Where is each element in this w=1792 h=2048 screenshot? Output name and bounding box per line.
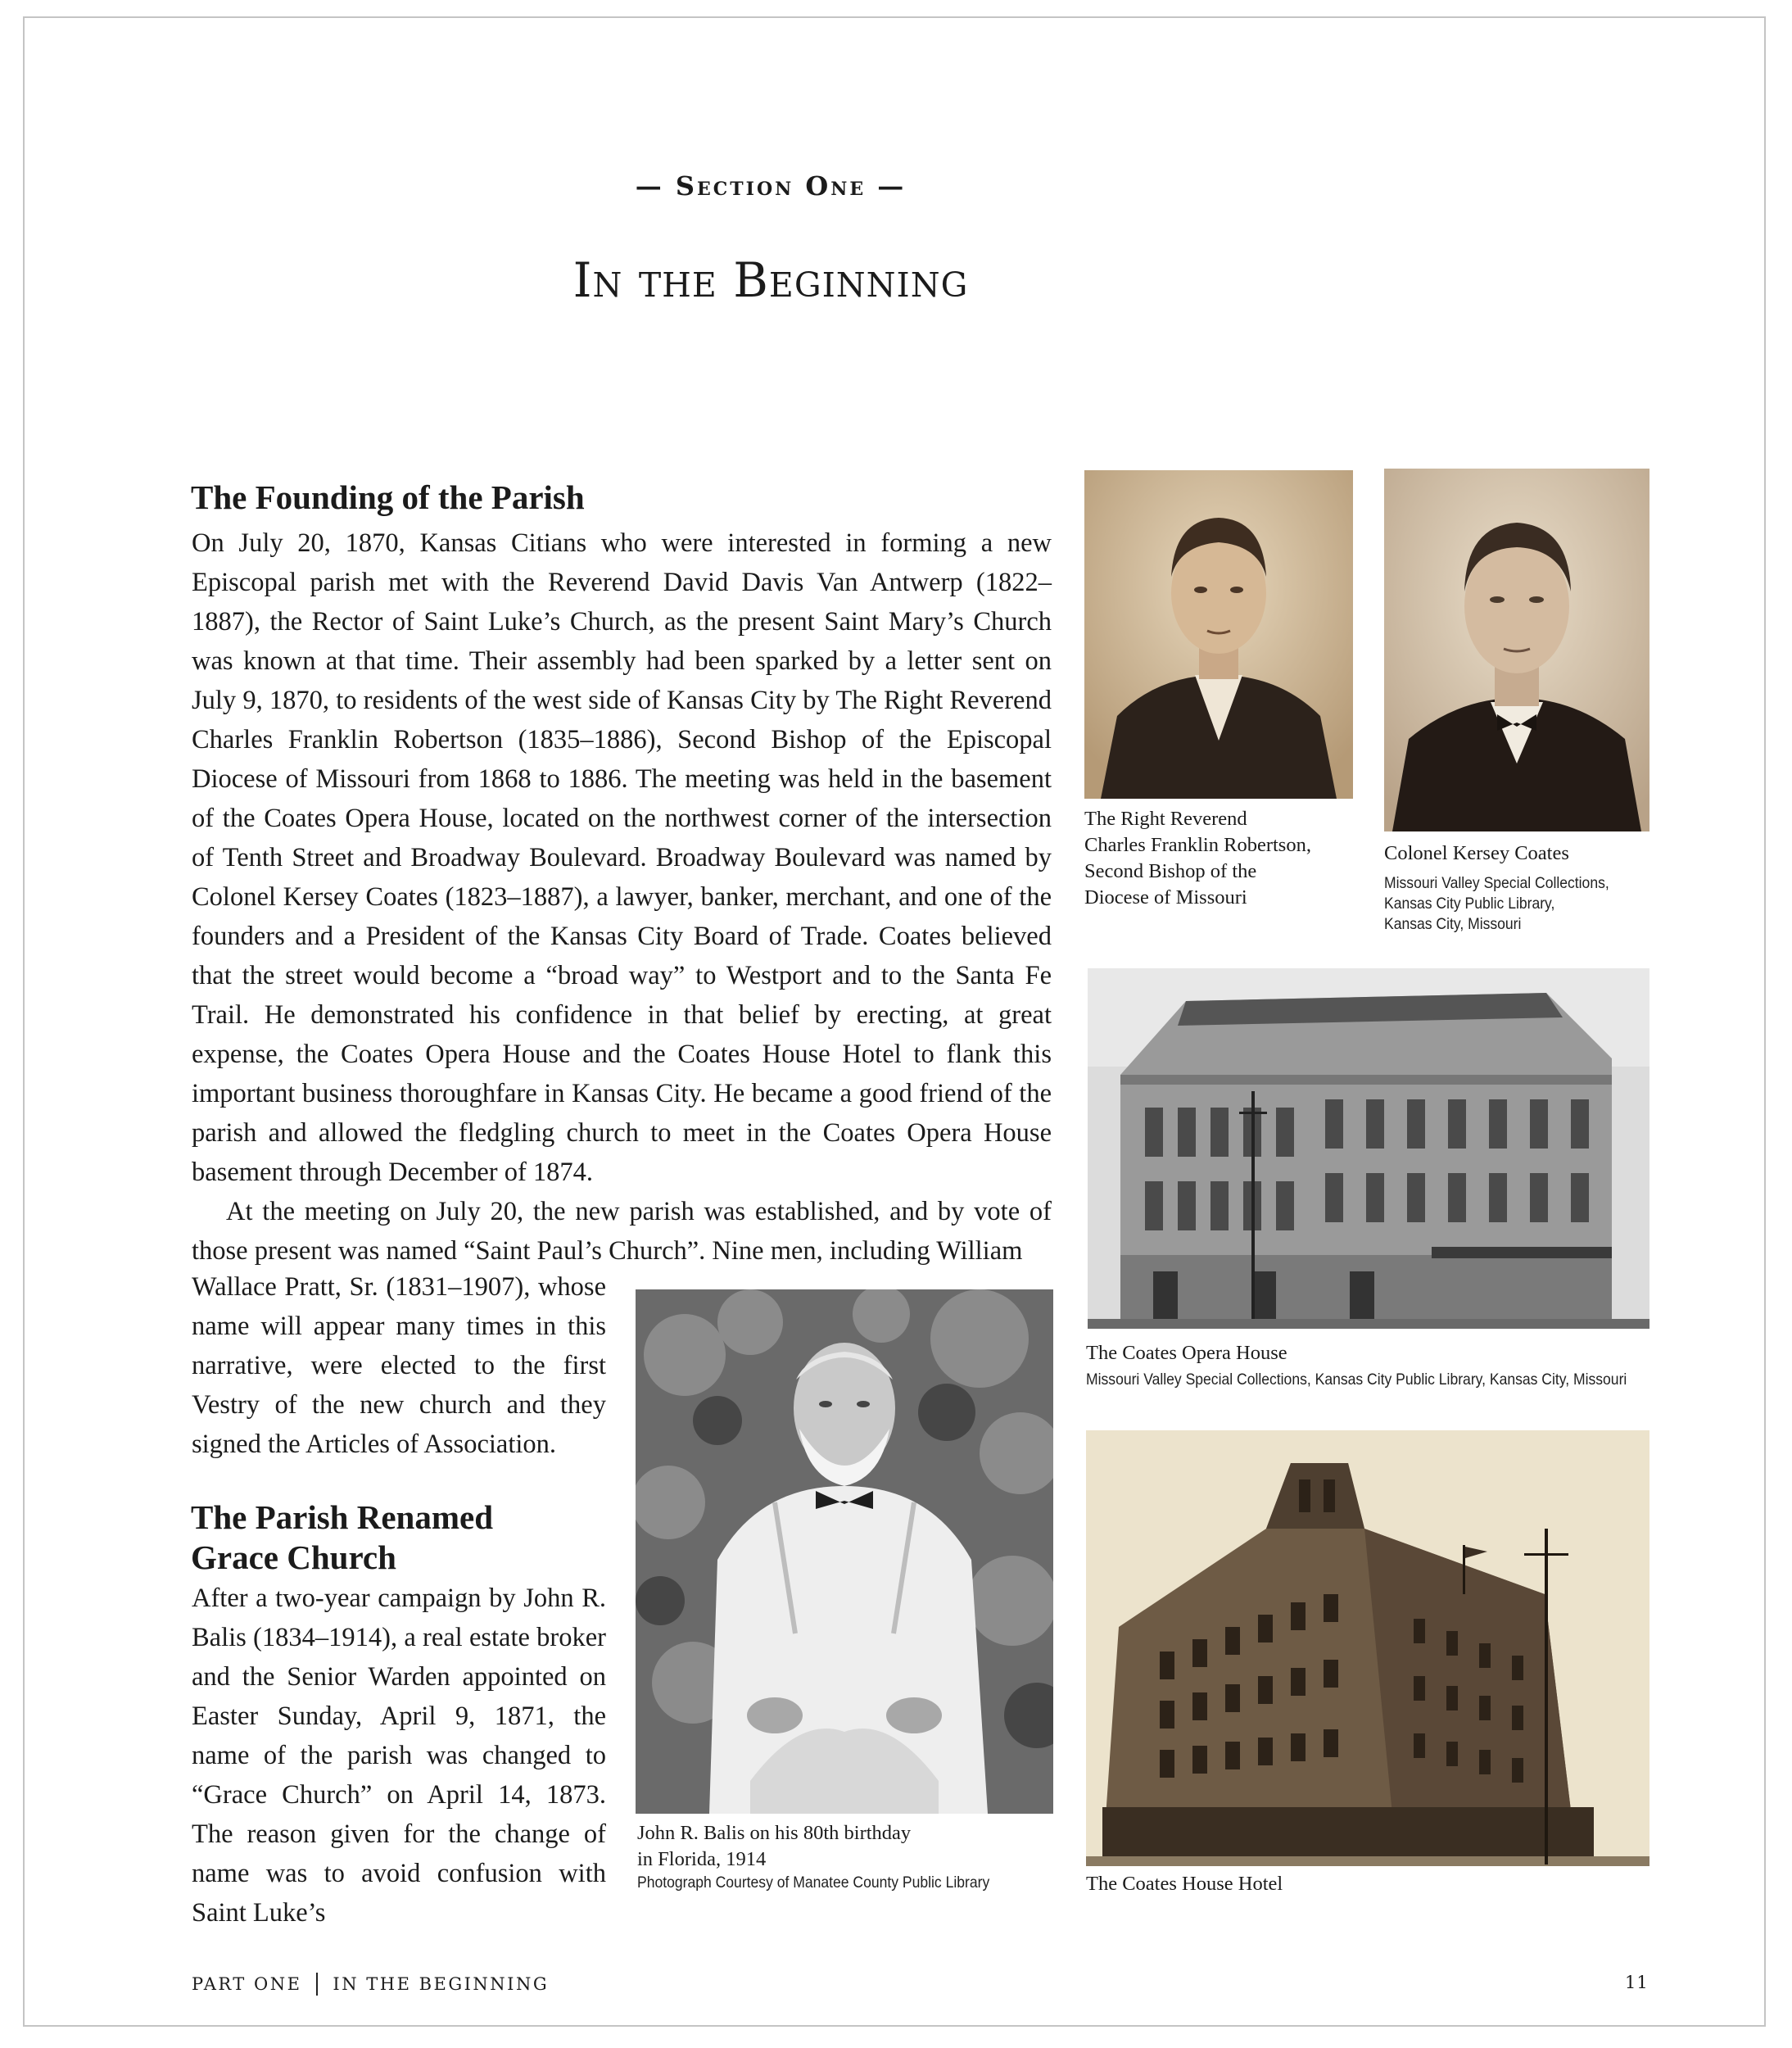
body-text-founding	[192, 523, 1052, 1271]
running-footer	[192, 1973, 549, 1996]
caption-line: Diocese of Missouri	[1084, 886, 1247, 908]
photo-coates-house-hotel	[1086, 1430, 1649, 1866]
caption-balis-credit: Photograph Courtesy of Manatee County Public Library	[637, 1874, 990, 1892]
body-text-renamed	[192, 1579, 606, 1932]
caption-coates-title: Colonel Kersey Coates	[1384, 842, 1569, 864]
heading-line-2: Grace Church	[191, 1538, 396, 1576]
heading-parish-renamed	[191, 1497, 617, 1578]
caption-line: The Right Reverend	[1084, 808, 1247, 830]
footer-divider	[316, 1973, 318, 1996]
photo-coates-portrait	[1384, 469, 1649, 831]
footer-title: IN THE BEGINNING	[333, 1974, 550, 1994]
caption-hotel-title: The Coates House Hotel	[1086, 1873, 1283, 1895]
footer-part: PART ONE	[192, 1974, 302, 1994]
paragraph-meeting: At the meeting on July 20, the new parish was established, and by vote of those present was named “Saint Paul’s Church”. Nine men, including William	[192, 1197, 1052, 1266]
chapter-title: In the Beginning	[572, 252, 969, 308]
credit-line: Kansas City, Missouri	[1384, 915, 1522, 933]
page	[23, 16, 1766, 2027]
paragraph-vestry: Wallace Pratt, Sr. (1831–1907), whose name will appear many times in this narrative, were elected to the first Vestry of the new church and they signed the Articles of Association.	[192, 1272, 606, 1459]
caption-robertson	[1084, 806, 1363, 911]
photo-robertson-portrait	[1084, 470, 1353, 799]
credit-line: Kansas City Public Library,	[1384, 895, 1555, 913]
photo-coates-opera-house	[1088, 968, 1649, 1329]
caption-opera-title: The Coates Opera House	[1086, 1342, 1287, 1364]
body-text-vestry	[192, 1267, 606, 1464]
credit-line: Missouri Valley Special Collections,	[1384, 874, 1609, 892]
paragraph-renamed: After a two-year campaign by John R. Balis (1834–1914), a real estate broker and the Senior Warden appointed on Easter Sunday, April 9, 1871, the name of the parish was changed to “Grace Church” on April 14, 1873. The reason given for the change of name was to avoid confusion with Saint Luke’s	[192, 1584, 606, 1928]
caption-coates-credit	[1384, 873, 1609, 935]
caption-opera-credit: Missouri Valley Special Collections, Kansas City Public Library, Kansas City, Missouri	[1086, 1371, 1627, 1389]
page-number: 11	[1625, 1973, 1649, 1992]
caption-line: in Florida, 1914	[637, 1848, 767, 1870]
heading-line-1: The Parish Renamed	[191, 1498, 493, 1536]
caption-line: Charles Franklin Robertson,	[1084, 834, 1311, 856]
section-label: — Section One —	[635, 170, 907, 202]
heading-founding-of-parish: The Founding of the Parish	[191, 478, 585, 516]
paragraph-founding: On July 20, 1870, Kansas Citians who were interested in forming a new Episcopal parish met with the Reverend David Davis Van Antwerp (1822–1887), the Rector of Saint Luke’s Church, as the present Saint Mary’s Church was known at that time. Their assembly had been sparked by a letter sent on July 9, 1870, to residents of the west side of Kansas City by The Right Reverend Charles Franklin Robertson (1835–1886), Second Bishop of the Episcopal Diocese of Missouri from 1868 to 1886. The meeting was held in the basement of the Coates Opera House, located on the northwest corner of the intersection of Tenth Street and Broadway Boulevard. Broadway Boulevard was named by Colonel Kersey Coates (1823–1887), a lawyer, banker, merchant, and one of the founders and a President of the Kansas City Board of Trade. Coates believed that the street would become a “broad way” to Westport and to the Santa Fe Trail. He demonstrated his confidence in that belief by erecting, at great expense, the Coates Opera House and the Coates House Hotel to flank this important business thoroughfare in Kansas City. He became a good friend of the parish and allowed the fledgling church to meet in the Coates Opera House basement through December of 1874.	[192, 528, 1052, 1187]
caption-line: John R. Balis on his 80th birthday	[637, 1822, 912, 1844]
caption-line: Second Bishop of the	[1084, 860, 1257, 882]
photo-john-balis	[636, 1289, 1053, 1814]
caption-balis	[637, 1820, 1047, 1873]
